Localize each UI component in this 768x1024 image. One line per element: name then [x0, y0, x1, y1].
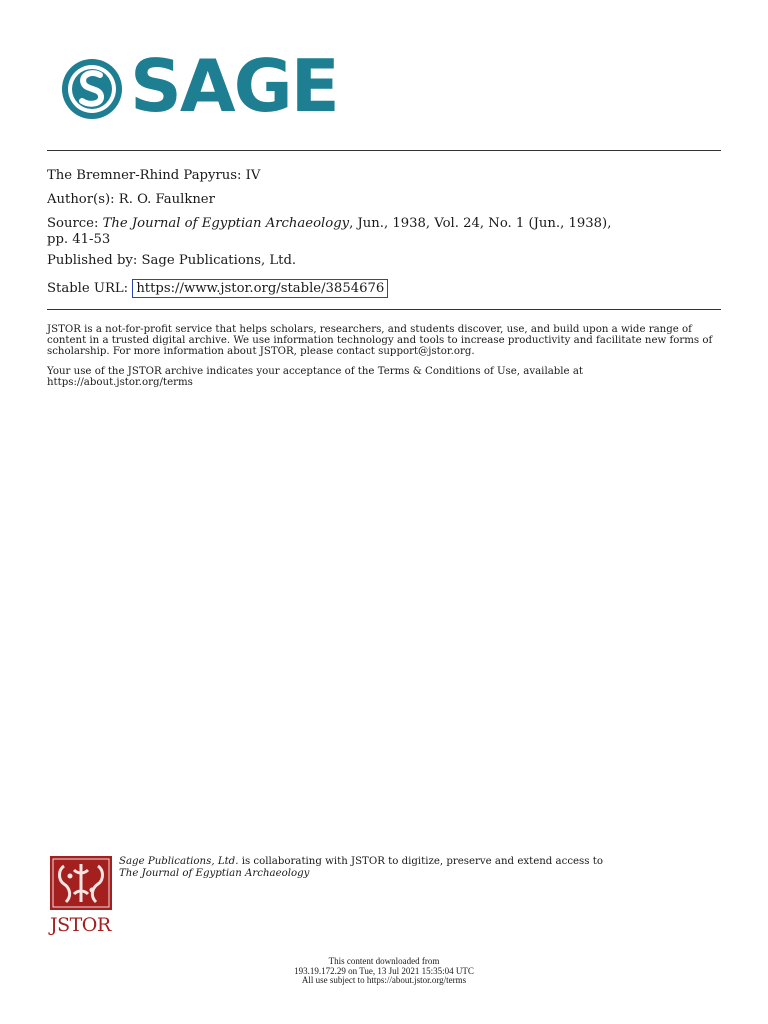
jstor-wordmark: JSTOR	[50, 914, 111, 936]
sage-logo	[60, 44, 338, 128]
source-label: Source:	[47, 216, 99, 231]
authors-line	[47, 192, 721, 208]
bottom-divider	[47, 309, 721, 310]
authors-label: Author(s):	[47, 192, 115, 207]
terms-notice: Your use of the JSTOR archive indicates your acceptance of the Terms & Conditions of Use, available at https://about.jstor.org/terms	[47, 366, 583, 388]
jstor-emblem-icon	[50, 856, 112, 910]
jstor-logo	[50, 856, 114, 936]
stable-url-label: Stable URL:	[47, 281, 129, 296]
sage-emblem-icon	[60, 56, 124, 122]
source-pages: pp. 41-53	[47, 232, 111, 247]
top-divider	[47, 150, 721, 151]
stable-url-link[interactable]: https://www.jstor.org/stable/3854676	[132, 279, 388, 298]
collab-text: is collaborating with JSTOR to digitize, preserve and extend access to	[238, 856, 603, 867]
footer-line-3: All use subject to https://about.jstor.org/terms	[301, 975, 467, 985]
collab-publisher: Sage Publications, Ltd.	[119, 856, 239, 867]
source-line	[47, 216, 721, 248]
footer-line-2: 193.19.172.29 on Tue, 13 Jul 2021 15:35:04 UTC	[294, 965, 474, 976]
publisher-label: Published by:	[47, 253, 138, 268]
download-footer	[234, 957, 534, 986]
sage-wordmark: SAGE	[130, 44, 338, 128]
footer-line-1: This content downloaded from	[328, 956, 440, 966]
publisher-line	[47, 253, 721, 269]
collab-journal: The Journal of Egyptian Archaeology	[119, 868, 310, 879]
stable-url-line	[47, 281, 721, 297]
collaboration-statement	[119, 856, 719, 880]
source-journal: The Journal of Egyptian Archaeology	[102, 216, 350, 231]
article-title: The Bremner-Rhind Papyrus: IV	[47, 168, 261, 183]
authors-value: R. O. Faulkner	[118, 192, 215, 207]
publisher-value: Sage Publications, Ltd.	[141, 253, 297, 268]
jstor-notice: JSTOR is a not-for-profit service that helps scholars, researchers, and students discover, use, and build upon a wide range of content in a trusted digital archive. We use information technology and tools to increase productivity and facilitate new forms of scholarship. For more information about JSTOR, please contact support@jstor.org.	[47, 324, 713, 357]
source-details: , Jun., 1938, Vol. 24, No. 1 (Jun., 1938),	[349, 216, 612, 231]
